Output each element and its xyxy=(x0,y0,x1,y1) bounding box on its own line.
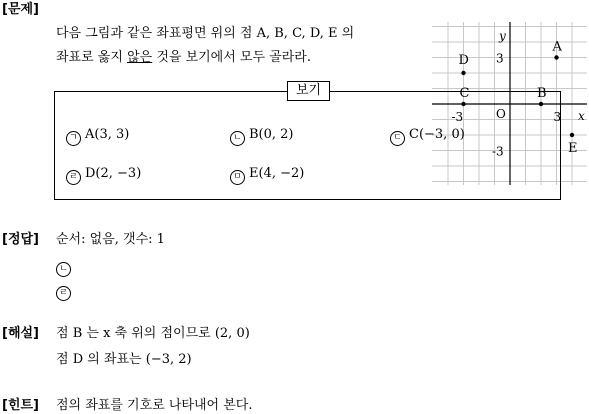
y-axis-label: y xyxy=(499,29,506,43)
point-label-c: C xyxy=(459,86,470,101)
choice-marker-4: ㄹ xyxy=(66,170,81,185)
choice-1 xyxy=(66,127,129,146)
choice-5 xyxy=(230,166,304,185)
x-axis-label: x xyxy=(578,109,585,123)
problem-label: [문제] xyxy=(2,2,39,17)
explanation-line-1: 점 B 는 x 축 위의 점이므로 (2, 0) xyxy=(56,326,250,341)
explanation-label: [해설] xyxy=(2,326,39,341)
hint-label: [힌트] xyxy=(2,398,39,413)
choice-text-1: A(3, 3) xyxy=(85,127,130,142)
choice-text-4: D(2, −3) xyxy=(85,166,142,181)
problem-underlined-word: 않은 xyxy=(127,50,153,65)
choice-3 xyxy=(390,127,465,146)
point-label-a: A xyxy=(552,39,562,55)
point-label-e: E xyxy=(568,141,578,156)
choice-marker-5: ㅁ xyxy=(230,170,245,185)
choice-2 xyxy=(230,127,294,146)
choice-text-5: E(4, −2) xyxy=(249,166,305,181)
answer-mark-1 xyxy=(56,258,75,277)
problem-line-2-pre: 좌표로 옳지 xyxy=(56,50,128,65)
choice-marker-1: ㄱ xyxy=(66,131,81,146)
answer-mark-2 xyxy=(56,282,75,301)
point-a xyxy=(554,55,558,59)
tick-label: 3 xyxy=(553,110,562,124)
choice-4 xyxy=(66,166,141,185)
tick-label: 3 xyxy=(496,51,504,66)
problem-line-2-post: 것을 보기에서 모두 골라라. xyxy=(152,50,311,65)
point-d xyxy=(461,71,465,75)
choices-box-title: 보기 xyxy=(287,81,330,101)
problem-line-2 xyxy=(56,50,311,66)
choice-text-2: B(0, 2) xyxy=(249,127,294,142)
point-e xyxy=(570,133,574,137)
point-label-b: B xyxy=(537,86,547,101)
explanation-line-2: 점 D 의 좌표는 (−3, 2) xyxy=(56,352,192,367)
answer-label: [정답] xyxy=(2,232,39,247)
tick-label: -3 xyxy=(451,110,464,124)
tick-label: -3 xyxy=(492,144,504,159)
answer-line-1: 순서: 없음, 갯수: 1 xyxy=(56,232,165,247)
point-label-d: D xyxy=(458,53,469,68)
answer-marker-1: ㄴ xyxy=(56,262,71,277)
answer-marker-2: ㄹ xyxy=(56,286,71,301)
choice-marker-3: ㄷ xyxy=(390,131,405,146)
choice-text-3: C(−3, 0) xyxy=(409,127,465,142)
hint-line-1: 점의 좌표를 기호로 나타내어 본다. xyxy=(56,398,253,413)
choice-marker-2: ㄴ xyxy=(230,131,245,146)
origin-label: O xyxy=(496,107,506,121)
problem-line-1: 다음 그림과 같은 좌표평면 위의 점 A, B, C, D, E 의 xyxy=(56,26,355,41)
